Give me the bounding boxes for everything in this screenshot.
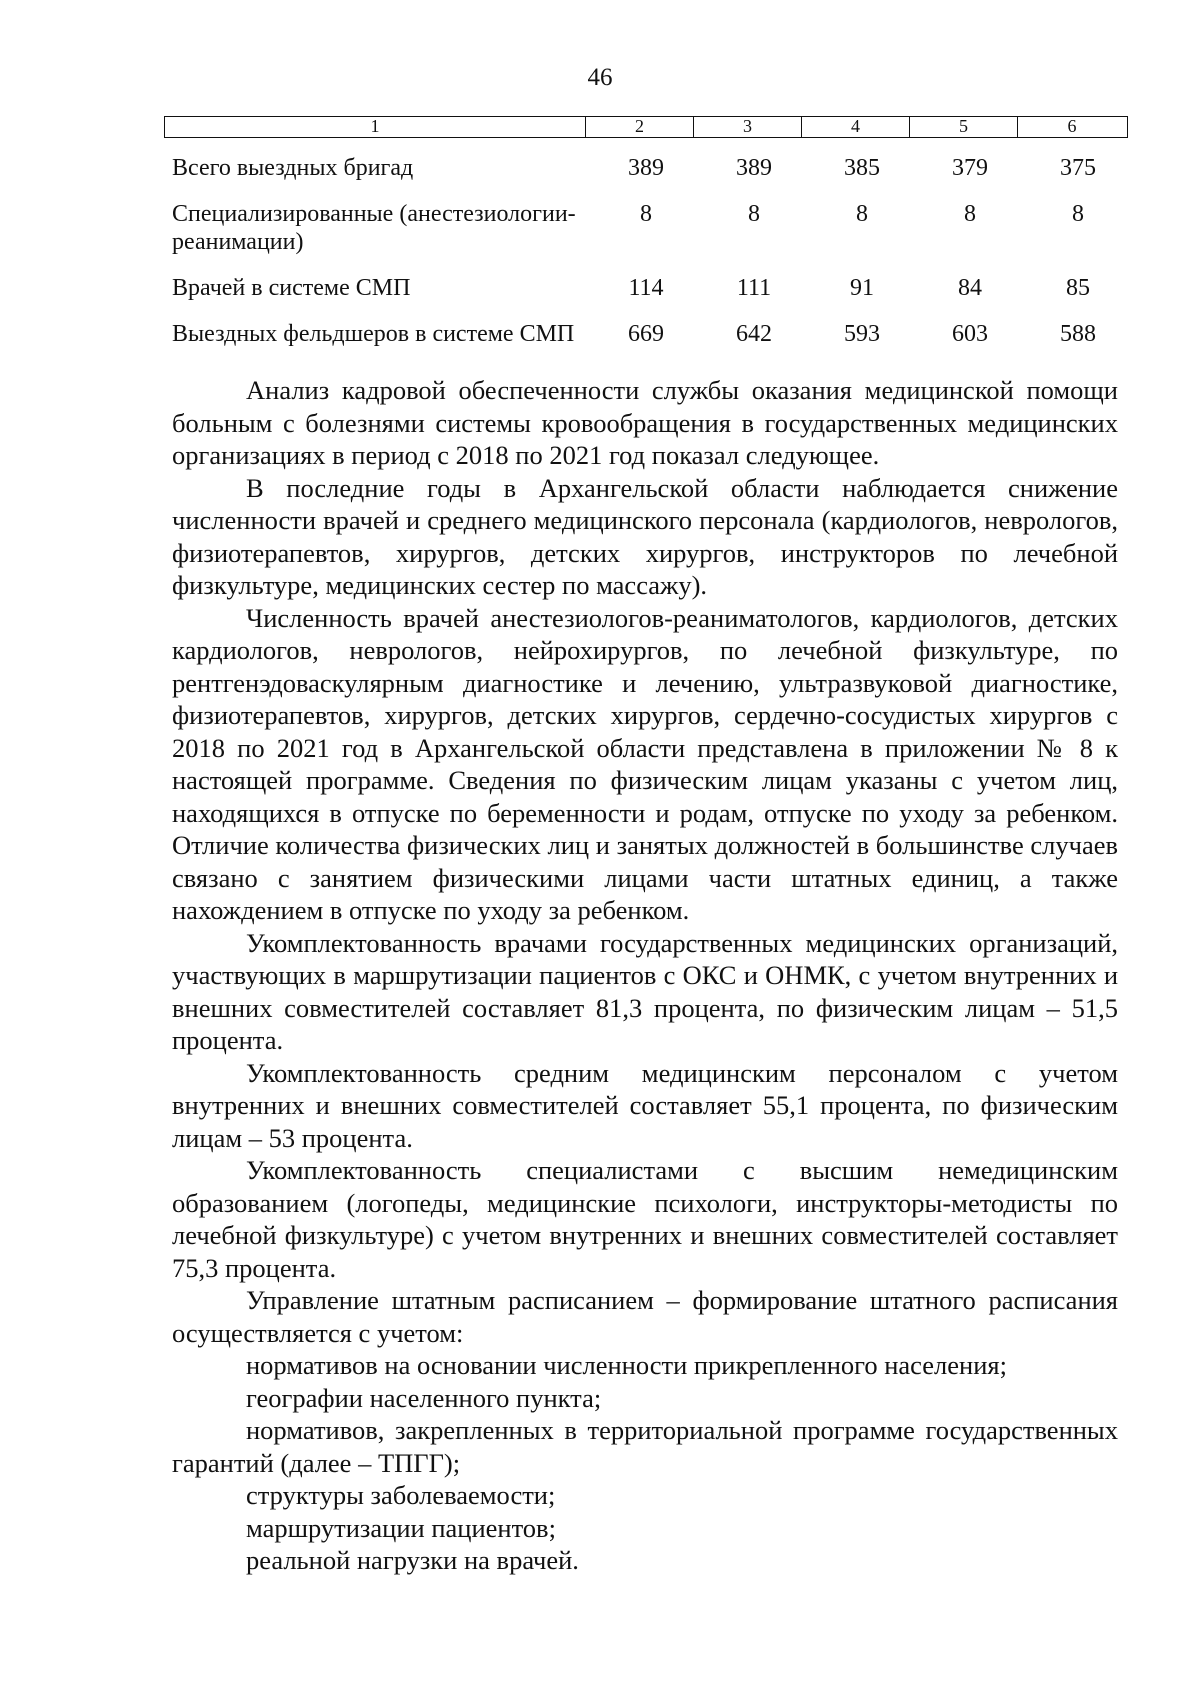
cell-value: 8	[856, 201, 868, 227]
column-number: 6	[1017, 117, 1126, 137]
list-item: маршрутизации пациентов;	[246, 1512, 556, 1543]
row-label: Всего выездных бригад	[172, 155, 414, 181]
cell-value: 669	[628, 321, 664, 347]
cell-value: 603	[952, 321, 988, 347]
cell-value: 8	[640, 201, 652, 227]
column-number: 1	[370, 116, 380, 136]
column-number: 3	[693, 117, 801, 137]
table-row	[172, 274, 1132, 302]
list-item: реальной нагрузки на врачей.	[246, 1545, 579, 1575]
paragraph: Укомплектованность специалистами с высшим немедицинским образованием (логопеды, медицинские психологи, инструкторы-методисты по лечебной физкультуре) с учетом внутренних и внешних совместителей составляет 75,3 процента.	[172, 1155, 1118, 1283]
list-item: структуры заболеваемости;	[246, 1480, 556, 1510]
row-label: Выездных фельдшеров в системе СМП	[172, 321, 575, 347]
list-item: нормативов на основании численности прикрепленного населения;	[246, 1350, 1007, 1380]
paragraph: Анализ кадровой обеспеченности службы оказания медицинской помощи больным с болезнями системы кровообращения в государственных медицинских организациях в период с 2018 по 2021 год показал следующее.	[172, 375, 1118, 470]
cell-value: 91	[850, 275, 874, 301]
column-number: 5	[909, 117, 1017, 137]
paragraph: Укомплектованность врачами государственных медицинских организаций, участвующих в маршрутизации пациентов с ОКС и ОНМК, с учетом внутренних и внешних совместителей составляет 81,3 процента, по физическим лицам – 51,5 процента.	[172, 927, 1118, 1055]
cell-value: 111	[736, 275, 772, 301]
list-item: географии населенного пункта;	[246, 1382, 602, 1413]
body-text	[172, 374, 1118, 1577]
table-row	[172, 320, 1132, 348]
cell-value: 389	[736, 155, 772, 181]
paragraph: Управление штатным расписанием – формирование штатного расписания осуществляется с учетом:	[172, 1285, 1118, 1348]
table-row	[172, 154, 1132, 182]
page-number: 46	[587, 64, 613, 91]
row-label: Врачей в системе СМП	[172, 275, 411, 301]
paragraph: Численность врачей анестезиологов-реаниматологов, кардиологов, детских кардиологов, неврологов, нейрохирургов, по лечебной физкультуре, по рентгенэдоваскулярным диагностике и лечению, ультразвуковой диагностике, физиотерапевтов, хирургов, детских хирургов, сердечно-сосудистых хирургов с 2018 по 2021 год в Архангельской области представлена в приложении № 8 к настоящей программе. Сведения по физическим лицам указаны с учетом лиц, находящихся в отпуске по беременности и родам, отпуске по уходу за ребенком. Отличие количества физических лиц и занятых должностей в большинстве случаев связано с занятием физическими лицами части штатных единиц, а также нахождением в отпуске по уходу за ребенком.	[172, 602, 1118, 925]
cell-value: 593	[844, 321, 880, 347]
cell-value: 85	[1066, 275, 1090, 301]
paragraph: Укомплектованность средним медицинским персоналом с учетом внутренних и внешних совместителей составляет 55,1 процента, по физическим лицам – 53 процента.	[172, 1057, 1118, 1153]
cell-value: 8	[964, 201, 976, 227]
table-body	[172, 154, 1132, 366]
list-item: нормативов, закрепленных в территориальной программе государственных гарантий (далее – ТПГГ);	[172, 1415, 1118, 1478]
column-number: 2	[585, 117, 693, 137]
cell-value: 8	[1072, 201, 1084, 227]
paragraph: В последние годы в Архангельской области наблюдается снижение численности врачей и среднего медицинского персонала (кардиологов, неврологов, физиотерапевтов, хирургов, детских хирургов, инструкторов по лечебной физкультуре, медицинских сестер по массажу).	[172, 472, 1118, 600]
cell-value: 642	[736, 321, 772, 347]
cell-value: 389	[628, 155, 664, 181]
column-number: 4	[801, 117, 909, 137]
cell-value: 379	[952, 155, 988, 181]
table-row	[172, 200, 1132, 256]
cell-value: 385	[844, 155, 880, 181]
row-label: Специализированные (анестезиологии-реанимации)	[172, 201, 576, 255]
cell-value: 114	[628, 275, 664, 301]
cell-value: 375	[1060, 155, 1096, 181]
table-column-numbers	[164, 116, 1128, 138]
cell-value: 8	[748, 201, 760, 227]
cell-value: 588	[1060, 321, 1096, 347]
cell-value: 84	[958, 275, 982, 301]
